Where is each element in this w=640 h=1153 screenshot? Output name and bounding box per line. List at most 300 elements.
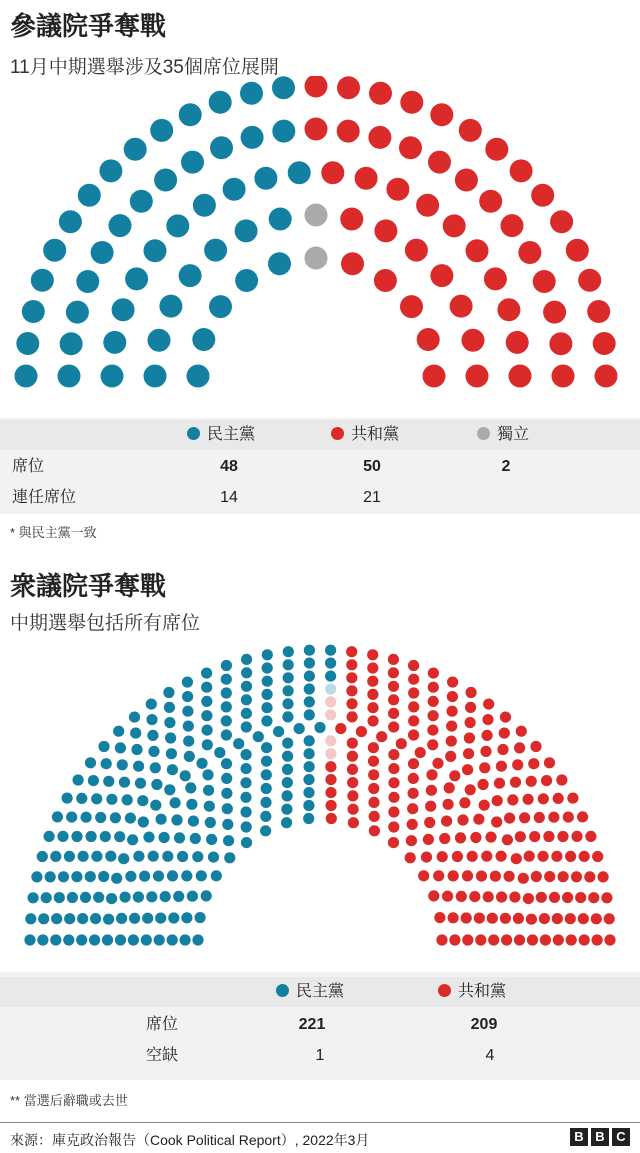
seat-dot bbox=[24, 934, 35, 945]
seat-dot bbox=[428, 890, 439, 901]
seat-dot bbox=[148, 329, 171, 352]
seat-dot bbox=[442, 891, 453, 902]
seat-dot bbox=[462, 329, 485, 352]
seat-dot bbox=[418, 870, 429, 881]
seat-dot bbox=[459, 119, 482, 142]
seat-dot bbox=[195, 912, 206, 923]
seat-dot bbox=[281, 817, 292, 828]
republican-reelection: 21 bbox=[363, 489, 381, 506]
seat-dot bbox=[206, 834, 217, 845]
seat-dot bbox=[305, 204, 328, 227]
seat-dot bbox=[113, 726, 124, 737]
seat-dot bbox=[492, 795, 503, 806]
seat-dot bbox=[474, 913, 485, 924]
seat-dot bbox=[449, 934, 460, 945]
logo-letter: C bbox=[612, 1128, 630, 1146]
seat-dot bbox=[592, 934, 603, 945]
seat-dot bbox=[347, 711, 358, 722]
seat-dot bbox=[204, 801, 215, 812]
independent-dot-icon bbox=[477, 427, 490, 440]
seat-dot bbox=[417, 328, 440, 351]
seat-dot bbox=[325, 683, 336, 694]
seat-dot bbox=[125, 813, 136, 824]
seat-dot bbox=[209, 295, 232, 318]
seat-dot bbox=[543, 301, 566, 324]
seat-dot bbox=[282, 790, 293, 801]
seat-dot bbox=[427, 739, 438, 750]
seat-dot bbox=[496, 891, 507, 902]
seat-dot bbox=[71, 871, 82, 882]
seat-dot bbox=[305, 247, 328, 270]
seat-dot bbox=[497, 298, 520, 321]
seat-dot bbox=[240, 792, 251, 803]
seat-dot bbox=[181, 912, 192, 923]
seat-dot bbox=[88, 775, 99, 786]
seat-dot bbox=[425, 801, 436, 812]
seat-dot bbox=[241, 681, 252, 692]
seat-dot bbox=[356, 726, 367, 737]
seat-dot bbox=[346, 646, 357, 657]
seat-dot bbox=[325, 671, 336, 682]
seat-dot bbox=[305, 76, 328, 98]
seat-dot bbox=[541, 775, 552, 786]
seat-dot bbox=[518, 241, 541, 264]
seat-dot bbox=[190, 833, 201, 844]
seat-dot bbox=[487, 913, 498, 924]
seat-dot bbox=[500, 712, 511, 723]
seat-dot bbox=[63, 934, 74, 945]
seat-dot bbox=[150, 800, 161, 811]
seat-dot bbox=[120, 892, 131, 903]
seat-dot bbox=[150, 119, 173, 142]
seat-dot bbox=[459, 797, 470, 808]
seat-dot bbox=[125, 267, 148, 290]
seat-dot bbox=[538, 851, 549, 862]
seat-dot bbox=[166, 748, 177, 759]
seat-dot bbox=[146, 699, 157, 710]
seat-dot bbox=[448, 870, 459, 881]
seat-dot bbox=[179, 264, 202, 287]
seat-dot bbox=[208, 852, 219, 863]
seat-dot bbox=[604, 913, 615, 924]
seat-dot bbox=[304, 696, 315, 707]
seat-dot bbox=[531, 184, 554, 207]
source-note: 來源：庫克政治報告（Cook Political Report）, 2022年3月 bbox=[10, 1132, 370, 1148]
seat-dot bbox=[133, 761, 144, 772]
seat-dot bbox=[294, 723, 305, 734]
seat-dot bbox=[273, 726, 284, 737]
seat-dot bbox=[76, 270, 99, 293]
seat-dot bbox=[185, 782, 196, 793]
seat-dot bbox=[408, 687, 419, 698]
seat-dot bbox=[116, 913, 127, 924]
seat-dot bbox=[479, 800, 490, 811]
seat-dot bbox=[119, 777, 130, 788]
seat-dot bbox=[187, 365, 210, 388]
seat-dot bbox=[467, 851, 478, 862]
seat-dot bbox=[346, 698, 357, 709]
seat-dot bbox=[162, 851, 173, 862]
seat-dot bbox=[182, 677, 193, 688]
senate-row-seats bbox=[0, 452, 640, 482]
seat-dot bbox=[25, 913, 36, 924]
legend-democrat: 民主黨 bbox=[187, 420, 255, 450]
seat-dot bbox=[588, 892, 599, 903]
seat-dot bbox=[85, 757, 96, 768]
seat-dot bbox=[186, 799, 197, 810]
seat-dot bbox=[463, 748, 474, 759]
seat-dot bbox=[514, 934, 525, 945]
seat-dot bbox=[235, 219, 258, 242]
seat-dot bbox=[103, 331, 126, 354]
seat-dot bbox=[209, 91, 232, 114]
seat-dot bbox=[144, 365, 167, 388]
seat-dot bbox=[421, 852, 432, 863]
seat-dot bbox=[105, 851, 116, 862]
seat-dot bbox=[405, 852, 416, 863]
senate-seat-chart bbox=[0, 76, 640, 398]
seat-dot bbox=[283, 659, 294, 670]
seat-dot bbox=[76, 934, 87, 945]
seat-dot bbox=[549, 332, 572, 355]
seat-dot bbox=[367, 702, 378, 713]
republican-seats: 50 bbox=[363, 458, 381, 475]
seat-dot bbox=[388, 721, 399, 732]
seat-dot bbox=[153, 871, 164, 882]
seat-dot bbox=[37, 851, 48, 862]
seat-dot bbox=[456, 891, 467, 902]
seat-dot bbox=[78, 184, 101, 207]
seat-dot bbox=[235, 269, 258, 292]
seat-dot bbox=[64, 851, 75, 862]
seat-dot bbox=[591, 913, 602, 924]
seat-dot bbox=[201, 890, 212, 901]
seat-dot bbox=[37, 934, 48, 945]
seat-dot bbox=[59, 210, 82, 233]
seat-dot bbox=[452, 851, 463, 862]
seat-dot bbox=[325, 658, 336, 669]
seat-dot bbox=[388, 694, 399, 705]
seat-dot bbox=[159, 295, 182, 318]
seat-dot bbox=[201, 710, 212, 721]
seat-dot bbox=[148, 851, 159, 862]
seat-dot bbox=[482, 714, 493, 725]
seat-dot bbox=[221, 660, 232, 671]
seat-dot bbox=[448, 912, 459, 923]
seat-dot bbox=[261, 742, 272, 753]
house-legend bbox=[0, 977, 640, 1007]
seat-dot bbox=[95, 812, 106, 823]
seat-dot bbox=[540, 934, 551, 945]
seat-dot bbox=[325, 761, 336, 772]
seat-dot bbox=[388, 667, 399, 678]
seat-dot bbox=[355, 167, 378, 190]
seat-dot bbox=[551, 851, 562, 862]
seat-dot bbox=[129, 712, 140, 723]
seat-dot bbox=[433, 870, 444, 881]
seat-dot bbox=[552, 913, 563, 924]
seat-dot bbox=[192, 851, 203, 862]
seat-dot bbox=[100, 831, 111, 842]
seat-dot bbox=[428, 710, 439, 721]
house-row-vacant bbox=[0, 1041, 640, 1071]
seat-dot bbox=[143, 832, 154, 843]
seat-dot bbox=[499, 728, 510, 739]
seat-dot bbox=[367, 649, 378, 660]
senate-legend bbox=[0, 420, 640, 450]
seat-dot bbox=[464, 732, 475, 743]
seat-dot bbox=[416, 194, 439, 217]
seat-dot bbox=[133, 851, 144, 862]
seat-dot bbox=[171, 814, 182, 825]
seat-dot bbox=[483, 891, 494, 902]
seat-dot bbox=[502, 834, 513, 845]
seat-dot bbox=[543, 831, 554, 842]
seat-dot bbox=[81, 812, 92, 823]
seat-dot bbox=[369, 825, 380, 836]
seat-dot bbox=[117, 759, 128, 770]
seat-dot bbox=[441, 816, 452, 827]
seat-dot bbox=[163, 687, 174, 698]
house-seat-chart bbox=[0, 642, 640, 952]
legend-republican: 共和黨 bbox=[438, 977, 506, 1007]
seat-dot bbox=[325, 709, 336, 720]
seat-dot bbox=[283, 646, 294, 657]
seat-dot bbox=[67, 892, 78, 903]
seat-dot bbox=[303, 800, 314, 811]
seat-dot bbox=[449, 770, 460, 781]
seat-dot bbox=[367, 662, 378, 673]
seat-dot bbox=[388, 821, 399, 832]
seat-dot bbox=[57, 831, 68, 842]
seat-dot bbox=[539, 913, 550, 924]
logo-letter: B bbox=[570, 1128, 588, 1146]
seat-dot bbox=[282, 751, 293, 762]
seat-dot bbox=[428, 668, 439, 679]
seat-dot bbox=[304, 683, 315, 694]
seat-dot bbox=[445, 751, 456, 762]
seat-dot bbox=[510, 777, 521, 788]
seat-dot bbox=[261, 769, 272, 780]
seat-dot bbox=[22, 300, 45, 323]
seat-dot bbox=[553, 793, 564, 804]
seat-dot bbox=[340, 208, 363, 231]
seat-dot bbox=[369, 82, 392, 105]
seat-dot bbox=[533, 270, 556, 293]
seat-dot bbox=[530, 741, 541, 752]
senate-footnote: * 與民主黨一致 bbox=[10, 525, 97, 540]
seat-dot bbox=[102, 934, 113, 945]
seat-dot bbox=[337, 76, 360, 99]
seat-dot bbox=[165, 732, 176, 743]
seat-dot bbox=[490, 871, 501, 882]
seat-dot bbox=[261, 715, 272, 726]
seat-dot bbox=[579, 934, 590, 945]
seat-dot bbox=[443, 214, 466, 237]
seat-dot bbox=[241, 749, 252, 760]
seat-dot bbox=[462, 764, 473, 775]
seat-dot bbox=[187, 891, 198, 902]
seat-dot bbox=[180, 770, 191, 781]
seat-dot bbox=[129, 913, 140, 924]
seat-dot bbox=[203, 785, 214, 796]
seat-dot bbox=[253, 731, 264, 742]
seat-dot bbox=[76, 793, 87, 804]
seat-dot bbox=[408, 773, 419, 784]
seat-dot bbox=[71, 831, 82, 842]
seat-dot bbox=[80, 892, 91, 903]
seat-dot bbox=[50, 934, 61, 945]
seat-dot bbox=[262, 662, 273, 673]
seat-dot bbox=[447, 706, 458, 717]
seat-dot bbox=[558, 871, 569, 882]
seat-dot bbox=[325, 787, 336, 798]
seat-dot bbox=[367, 689, 378, 700]
seat-dot bbox=[497, 744, 508, 755]
seat-dot bbox=[450, 295, 473, 318]
seat-dot bbox=[513, 913, 524, 924]
seat-dot bbox=[181, 870, 192, 881]
legend-democrat: 民主黨 bbox=[276, 977, 344, 1007]
seat-dot bbox=[303, 787, 314, 798]
seat-dot bbox=[565, 913, 576, 924]
seat-dot bbox=[485, 138, 508, 161]
seat-dot bbox=[562, 892, 573, 903]
seat-dot bbox=[368, 742, 379, 753]
seat-dot bbox=[173, 891, 184, 902]
seat-dot bbox=[202, 769, 213, 780]
seat-dot bbox=[346, 659, 357, 670]
seat-dot bbox=[142, 913, 153, 924]
seat-dot bbox=[103, 914, 114, 925]
seat-dot bbox=[552, 365, 575, 388]
seat-dot bbox=[423, 365, 446, 388]
seat-dot bbox=[504, 813, 515, 824]
seat-dot bbox=[388, 749, 399, 760]
seat-dot bbox=[604, 934, 615, 945]
seat-dot bbox=[577, 811, 588, 822]
seat-dot bbox=[154, 934, 165, 945]
seat-dot bbox=[500, 913, 511, 924]
seat-dot bbox=[160, 891, 171, 902]
seat-dot bbox=[325, 735, 336, 746]
seat-dot bbox=[130, 190, 153, 213]
seat-dot bbox=[593, 332, 616, 355]
seat-dot bbox=[223, 178, 246, 201]
seat-dot bbox=[103, 776, 114, 787]
seat-dot bbox=[443, 799, 454, 810]
seat-dot bbox=[519, 812, 530, 823]
seat-dot bbox=[64, 913, 75, 924]
seat-dot bbox=[93, 892, 104, 903]
democrat-seats: 48 bbox=[220, 458, 238, 475]
seat-dot bbox=[557, 831, 568, 842]
seat-dot bbox=[368, 769, 379, 780]
seat-dot bbox=[462, 934, 473, 945]
senate-row-reelection bbox=[0, 483, 640, 513]
seat-dot bbox=[241, 694, 252, 705]
seat-dot bbox=[481, 851, 492, 862]
seat-dot bbox=[444, 782, 455, 793]
seat-dot bbox=[601, 892, 612, 903]
seat-dot bbox=[262, 689, 273, 700]
seat-dot bbox=[201, 696, 212, 707]
seat-dot bbox=[388, 654, 399, 665]
seat-dot bbox=[368, 126, 391, 149]
row-label: 席位 bbox=[145, 1016, 179, 1033]
seat-dot bbox=[303, 774, 314, 785]
seat-dot bbox=[118, 853, 129, 864]
seat-dot bbox=[148, 746, 159, 757]
democrat-dot-icon bbox=[276, 984, 289, 997]
seat-dot bbox=[268, 252, 291, 275]
seat-dot bbox=[368, 783, 379, 794]
seat-dot bbox=[115, 742, 126, 753]
republican-seats: 209 bbox=[470, 1016, 498, 1033]
seat-dot bbox=[337, 120, 360, 143]
seat-dot bbox=[488, 934, 499, 945]
seat-dot bbox=[179, 103, 202, 126]
house-row-seats bbox=[0, 1010, 640, 1040]
democrat-vacant: 1 bbox=[315, 1047, 325, 1064]
seat-dot bbox=[58, 365, 81, 388]
seat-dot bbox=[388, 777, 399, 788]
seat-dot bbox=[388, 708, 399, 719]
seat-dot bbox=[553, 934, 564, 945]
seat-dot bbox=[507, 794, 518, 805]
seat-dot bbox=[369, 811, 380, 822]
seat-dot bbox=[131, 744, 142, 755]
seat-dot bbox=[98, 741, 109, 752]
seat-dot bbox=[281, 804, 292, 815]
seat-dot bbox=[405, 239, 428, 262]
seat-dot bbox=[523, 893, 534, 904]
legend-independent: 獨立 bbox=[477, 420, 529, 450]
seat-dot bbox=[426, 769, 437, 780]
seat-dot bbox=[196, 870, 207, 881]
seat-dot bbox=[548, 812, 559, 823]
seat-dot bbox=[151, 779, 162, 790]
seat-dot bbox=[106, 893, 117, 904]
seat-dot bbox=[388, 792, 399, 803]
seat-dot bbox=[408, 788, 419, 799]
seat-dot bbox=[77, 913, 88, 924]
seat-dot bbox=[111, 873, 122, 884]
seat-dot bbox=[193, 194, 216, 217]
seat-dot bbox=[241, 763, 252, 774]
seat-dot bbox=[475, 934, 486, 945]
seat-dot bbox=[261, 756, 272, 767]
seat-dot bbox=[260, 811, 271, 822]
seat-dot bbox=[501, 214, 524, 237]
seat-dot bbox=[147, 730, 158, 741]
seat-dot bbox=[177, 851, 188, 862]
seat-dot bbox=[91, 851, 102, 862]
seat-dot bbox=[476, 871, 487, 882]
seat-dot bbox=[170, 797, 181, 808]
seat-dot bbox=[436, 934, 447, 945]
seat-dot bbox=[565, 851, 576, 862]
seat-dot bbox=[544, 757, 555, 768]
house-footnote: ** 當選后辭職或去世 bbox=[10, 1093, 128, 1108]
seat-dot bbox=[31, 269, 54, 292]
seat-dot bbox=[304, 645, 315, 656]
seat-dot bbox=[415, 747, 426, 758]
seat-dot bbox=[470, 832, 481, 843]
seat-dot bbox=[326, 800, 337, 811]
seat-dot bbox=[575, 892, 586, 903]
seat-dot bbox=[465, 702, 476, 713]
